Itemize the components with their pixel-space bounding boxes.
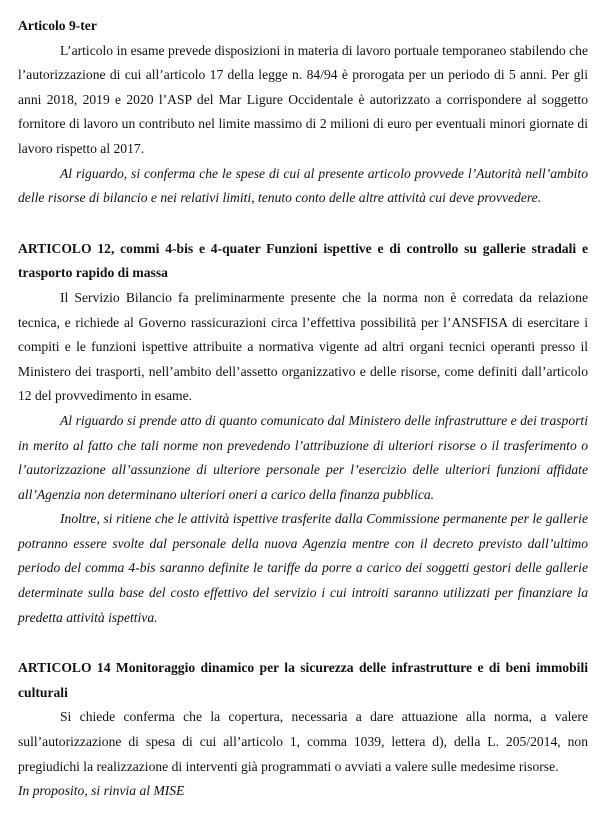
section-heading: ARTICOLO 12, commi 4-bis e 4-quater Funzioni ispettive e di controllo su gallerie stradali e trasporto rapido di massa xyxy=(18,240,588,281)
paragraph: Si chiede conferma che la copertura, necessaria a dare attuazione alla norma, a valere sull’autorizzazione di spesa di cui all’articolo 1, comma 1039, lettera d), della L. 205/2014, non pregiudichi la realizzazione di interventi già programmati o avviati a valere sulle medesime risorse. xyxy=(18,709,588,774)
section-divider xyxy=(18,211,588,237)
paragraph: L’articolo in esame prevede disposizioni in materia di lavoro portuale temporaneo stabilendo che l’autorizzazione di cui all’articolo 17 della legge n. 84/94 è prorogata per un periodo di 5 anni. Per gli anni 2018, 2019 e 2020 l’ASP del Mar Ligure Occidentale è autorizzato a corrispondere al soggetto fornitore di lavoro un contributo nel limite massimo di 2 milioni di euro per eventuali minori giornate di lavoro rispetto al 2017. xyxy=(18,42,588,156)
section-articolo-14 xyxy=(18,656,588,804)
paragraph: Il Servizio Bilancio fa preliminarmente presente che la norma non è corredata da relazione tecnica, e richiede al Governo rassicurazioni circa l’effettiva possibilità per l’ANSFISA di esercitare i compiti e le funzioni ispettive attribuite a normativa vigente ad altri organi tecnici operanti presso il Ministero dei trasporti, nell’ambito dell’assetto organizzativo e delle risorse, come definiti dall’articolo 12 del provvedimento in esame. xyxy=(18,289,588,404)
section-divider xyxy=(18,630,588,656)
document-page xyxy=(18,14,588,804)
paragraph-response: Inoltre, si ritiene che le attività ispettive trasferite dalla Commissione permanente per le gallerie potranno essere svolte dal personale della nuova Agenzia mentre con il decreto previsto dall’ultimo periodo del comma 4-bis saranno definite le tariffe da porre a carico dei soggetti gestori delle gallerie determinate sulla base del costo effettivo del servizio i cui introiti saranno utilizzati per finanziare la predetta attività ispettiva. xyxy=(18,511,588,625)
paragraph-response: Al riguardo, si conferma che le spese di cui al presente articolo provvede l’Autorità nell’ambito delle risorse di bilancio e nei relativi limiti, tenuto conto delle altre attività cui deve provvedere. xyxy=(18,165,588,206)
section-articolo-12 xyxy=(18,237,588,631)
section-heading: ARTICOLO 14 Monitoraggio dinamico per la sicurezza delle infrastrutture e di beni immobili culturali xyxy=(18,660,588,700)
paragraph-response: Al riguardo si prende atto di quanto comunicato dal Ministero delle infrastrutture e dei trasporti in merito al fatto che tali norme non prevedendo l’attribuzione di ulteriori risorse o il trasferimento o l’autorizzazione all’assunzione di ulteriore personale per l’esercizio delle ulteriori funzioni affidate all’Agenzia non determinano ulteriori oneri a carico della finanza pubblica. xyxy=(18,412,588,502)
paragraph-response: In proposito, si rinvia al MISE xyxy=(18,783,185,799)
section-heading: Articolo 9-ter xyxy=(18,18,97,33)
section-articolo-9-ter xyxy=(18,14,588,211)
